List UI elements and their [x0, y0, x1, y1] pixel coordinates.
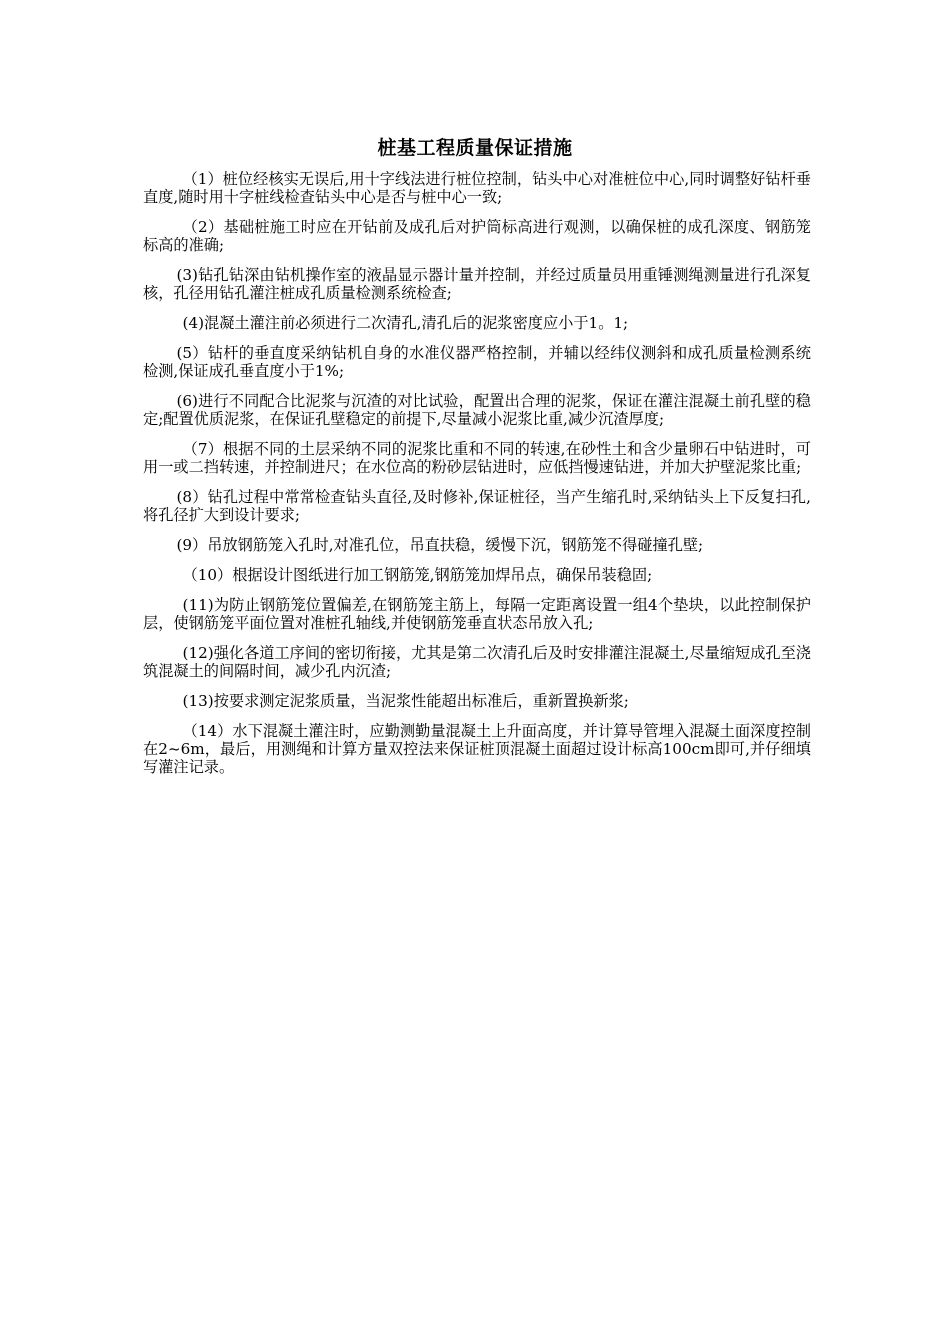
- paragraph-7: （7）根据不同的土层采纳不同的泥浆比重和不同的转速,在砂性土和含少量卵石中钻进时，可用一或二挡转速，并控制进尺；在水位高的粉砂层钻进时，应低挡慢速钻进，并加大护壁泥浆比重;: [143, 440, 811, 476]
- paragraph-8: (8）钻孔过程中常常检查钻头直径,及时修补,保证桩径，当产生缩孔时,采纳钻头上下反复扫孔,将孔径扩大到设计要求;: [143, 488, 811, 524]
- paragraph-11: (11)为防止钢筋笼位置偏差,在钢筋笼主筋上，每隔一定距离设置一组4个垫块，以此控制保护层，使钢筋笼平面位置对准桩孔轴线,并使钢筋笼垂直状态吊放入孔;: [143, 596, 811, 632]
- paragraph-4: (4)混凝土灌注前必须进行二次清孔,清孔后的泥浆密度应小于1。1;: [182, 314, 629, 332]
- paragraph-14: （14）水下混凝土灌注时，应勤测勤量混凝土上升面高度，并计算导管埋入混凝土面深度控制在2~6m，最后，用测绳和计算方量双控法来保证桩顶混凝土面超过设计标高100cm即可,并仔细填写灌注记录。: [143, 722, 811, 776]
- page-title: 桩基工程质量保证措施: [377, 137, 573, 159]
- paragraph-1: （1）桩位经核实无误后,用十字线法进行桩位控制，钻头中心对准桩位中心,同时调整好钻杆垂直度,随时用十字桩线检查钻头中心是否与桩中心一致;: [143, 170, 811, 206]
- paragraph-3: (3)钻孔钻深由钻机操作室的液晶显示器计量并控制，并经过质量员用重锤测绳测量进行孔深复核，孔径用钻孔灌注桩成孔质量检测系统检查;: [143, 266, 811, 302]
- paragraph-6: (6)进行不同配合比泥浆与沉渣的对比试验，配置出合理的泥浆，保证在灌注混凝土前孔壁的稳定;配置优质泥浆，在保证孔壁稳定的前提下,尽量减小泥浆比重,减少沉渣厚度;: [143, 392, 811, 428]
- paragraph-12: (12)强化各道工序间的密切衔接，尤其是第二次清孔后及时安排灌注混凝土,尽量缩短成孔至浇筑混凝土的间隔时间，减少孔内沉渣;: [143, 644, 811, 680]
- document-body: [143, 170, 811, 788]
- paragraph-13: (13)按要求测定泥浆质量，当泥浆性能超出标准后，重新置换新浆;: [182, 692, 629, 710]
- paragraph-2: （2）基础桩施工时应在开钻前及成孔后对护筒标高进行观测，以确保桩的成孔深度、钢筋笼标高的准确;: [143, 218, 811, 254]
- paragraph-10: （10）根据设计图纸进行加工钢筋笼,钢筋笼加焊吊点，确保吊装稳固;: [182, 566, 653, 584]
- paragraph-9: (9）吊放钢筋笼入孔时,对准孔位，吊直扶稳，缓慢下沉，钢筋笼不得碰撞孔壁;: [176, 536, 704, 554]
- paragraph-5: (5）钻杆的垂直度采纳钻机自身的水准仪器严格控制，并辅以经纬仪测斜和成孔质量检测系统检测,保证成孔垂直度小于1%;: [143, 344, 811, 380]
